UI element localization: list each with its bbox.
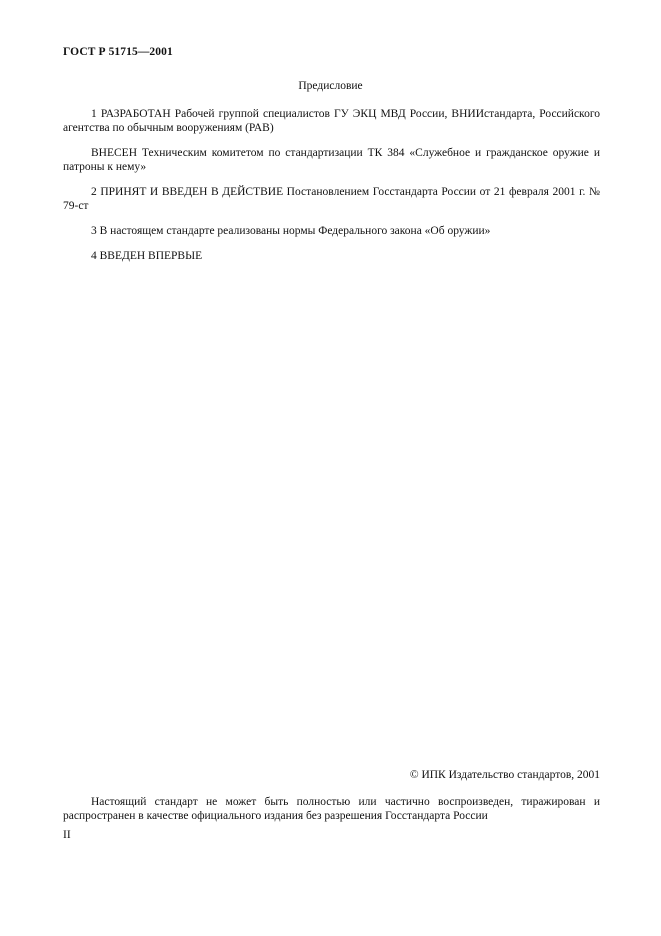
paragraph-law-norms: 3 В настоящем стандарте реализованы нормы Федерального закона «Об оружии» xyxy=(91,225,491,237)
paragraph-adopted: 2 ПРИНЯТ И ВВЕДЕН В ДЕЙСТВИЕ Постановлением Госстандарта России от 21 февраля 2001 г. № 79-ст xyxy=(63,186,600,212)
paragraph-introduced: ВНЕСЕН Техническим комитетом по стандартизации ТК 384 «Служебное и гражданское оружие и патроны к нему» xyxy=(63,147,600,173)
page-number: II xyxy=(63,829,71,841)
copyright-line: © ИПК Издательство стандартов, 2001 xyxy=(409,769,600,781)
section-title: Предисловие xyxy=(298,80,363,92)
paragraph-first-introduced: 4 ВВЕДЕН ВПЕРВЫЕ xyxy=(91,250,203,262)
document-code: ГОСТ Р 51715—2001 xyxy=(63,46,173,58)
reproduction-notice: Настоящий стандарт не может быть полностью или частично воспроизведен, тиражирован и распространен в качестве официального издания без разрешения Госстандарта России xyxy=(63,796,600,822)
paragraph-developed: 1 РАЗРАБОТАН Рабочей группой специалистов ГУ ЭКЦ МВД России, ВНИИстандарта, Российского агентства по обычным вооружениям (РАВ) xyxy=(63,108,600,134)
